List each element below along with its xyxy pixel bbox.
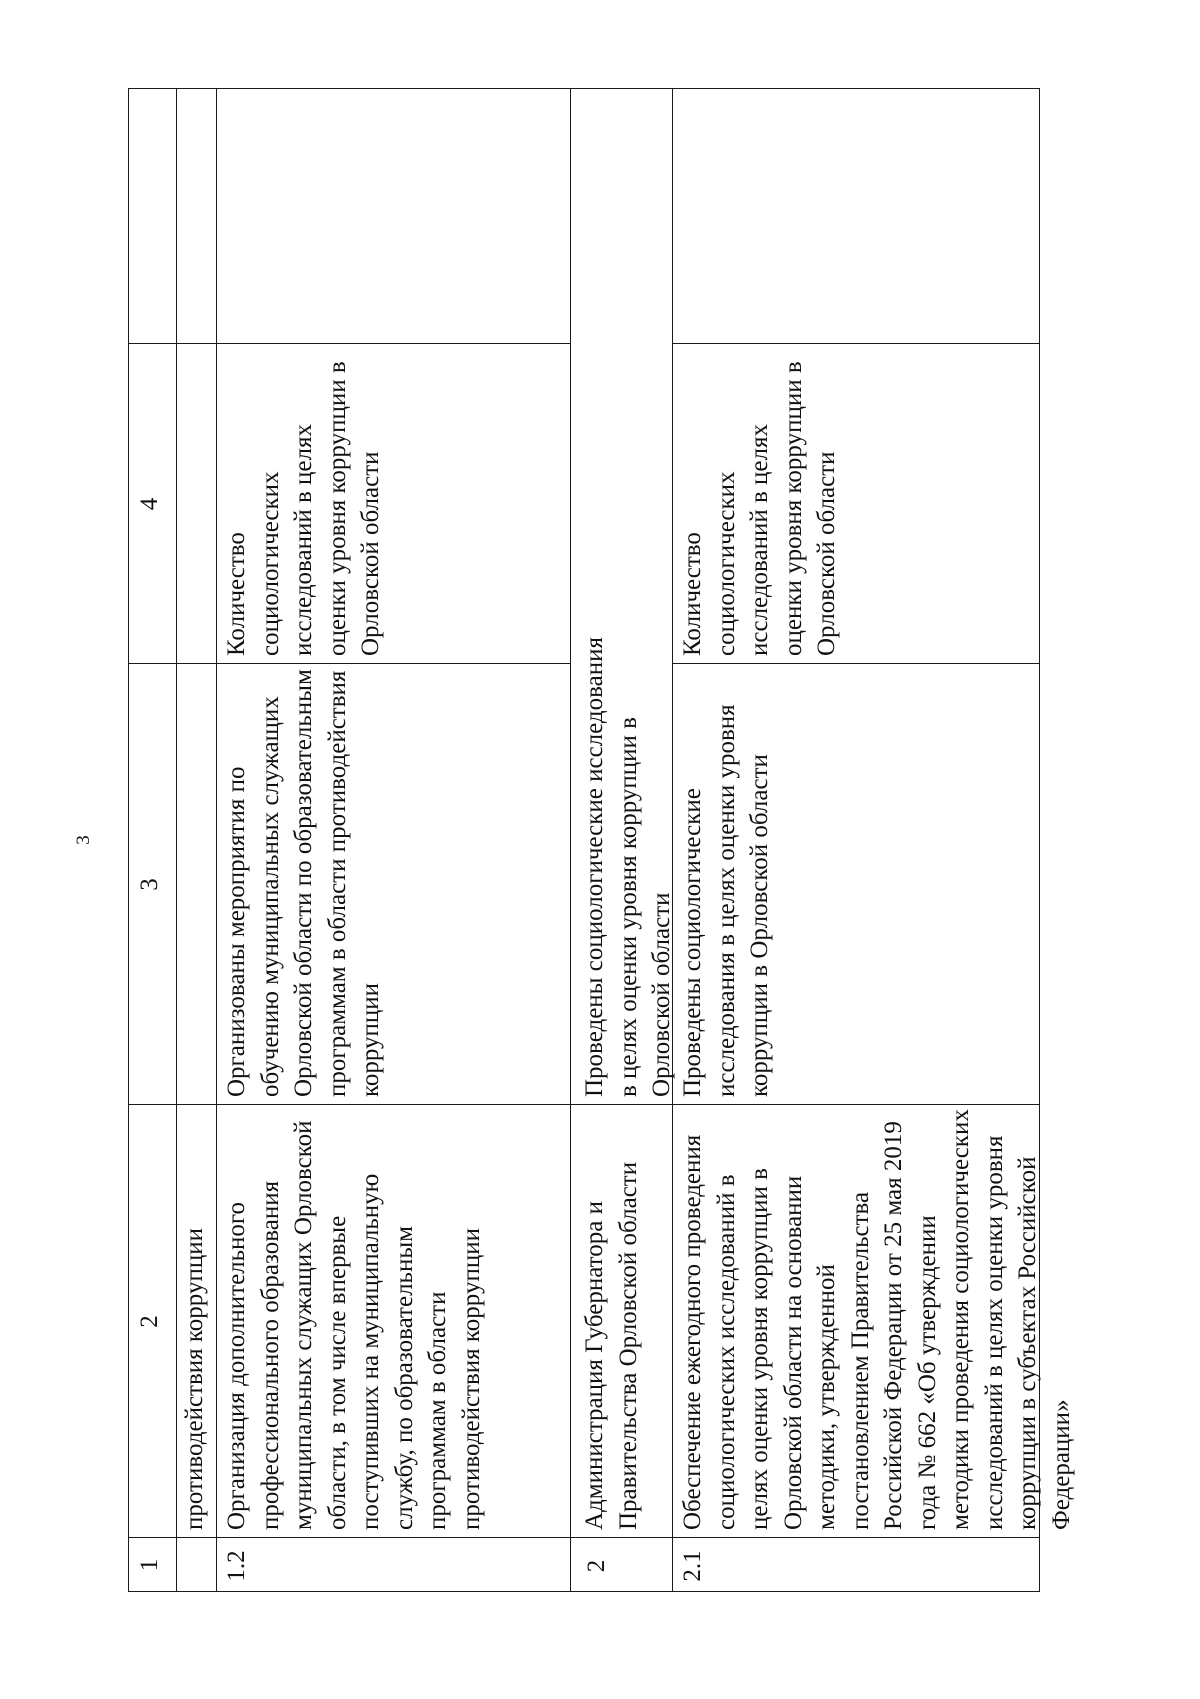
row-1-2-number: 1.2 [223, 1550, 250, 1582]
row-2-responsible: Администрация Губернатора и Правительства Орловской области [581, 1161, 642, 1530]
header-col-4: 4 [136, 497, 163, 511]
header-col-3: 3 [136, 878, 163, 891]
continuation-text: противодействия коррупции [181, 1228, 208, 1530]
row-2-1-result: Проведены социологические исследования в целях оценки уровня коррупции в Орловской области [679, 704, 773, 1097]
row-1-2-result: Организованы мероприятия по обучению муниципальных служащих Орловской области по образовательным программам в области противодействия коррупции [223, 669, 384, 1097]
row-2-number: 2 [583, 1559, 610, 1573]
row-1-2-indicator: Количество социологических исследований в целях оценки уровня коррупции в Орловской области [223, 361, 384, 656]
header-col-2: 2 [136, 1315, 163, 1328]
activities-table [128, 88, 1075, 1592]
row-2-1-activity: Обеспечение ежегодного проведения социологических исследований в целях оценки уровня коррупции в Орловской области на основании методики, утвержденной постановлением Правительства Российской Федерации от 25 мая 2019 года № 662 «Об утверждении методики проведения социологических исследований в целях оценки уровня коррупции в субъектах Российской Федерации» [679, 1109, 1075, 1530]
row-1-2-activity: Организация дополнительного профессионального образования муниципальных служащих Орловской области, в том числе впервые поступивших на муниципальную службу, по образовательным программам в области противодействия коррупции [223, 1120, 485, 1530]
row-2-result: Проведены социологические исследования в целях оценки уровня коррупции в Орловской области [581, 637, 675, 1097]
row-2-1-number: 2.1 [679, 1550, 706, 1582]
page-number: 3 [73, 835, 94, 845]
header-col-1: 1 [136, 1558, 163, 1572]
row-2-1-indicator: Количество социологических исследований в целях оценки уровня коррупции в Орловской области [679, 361, 840, 656]
